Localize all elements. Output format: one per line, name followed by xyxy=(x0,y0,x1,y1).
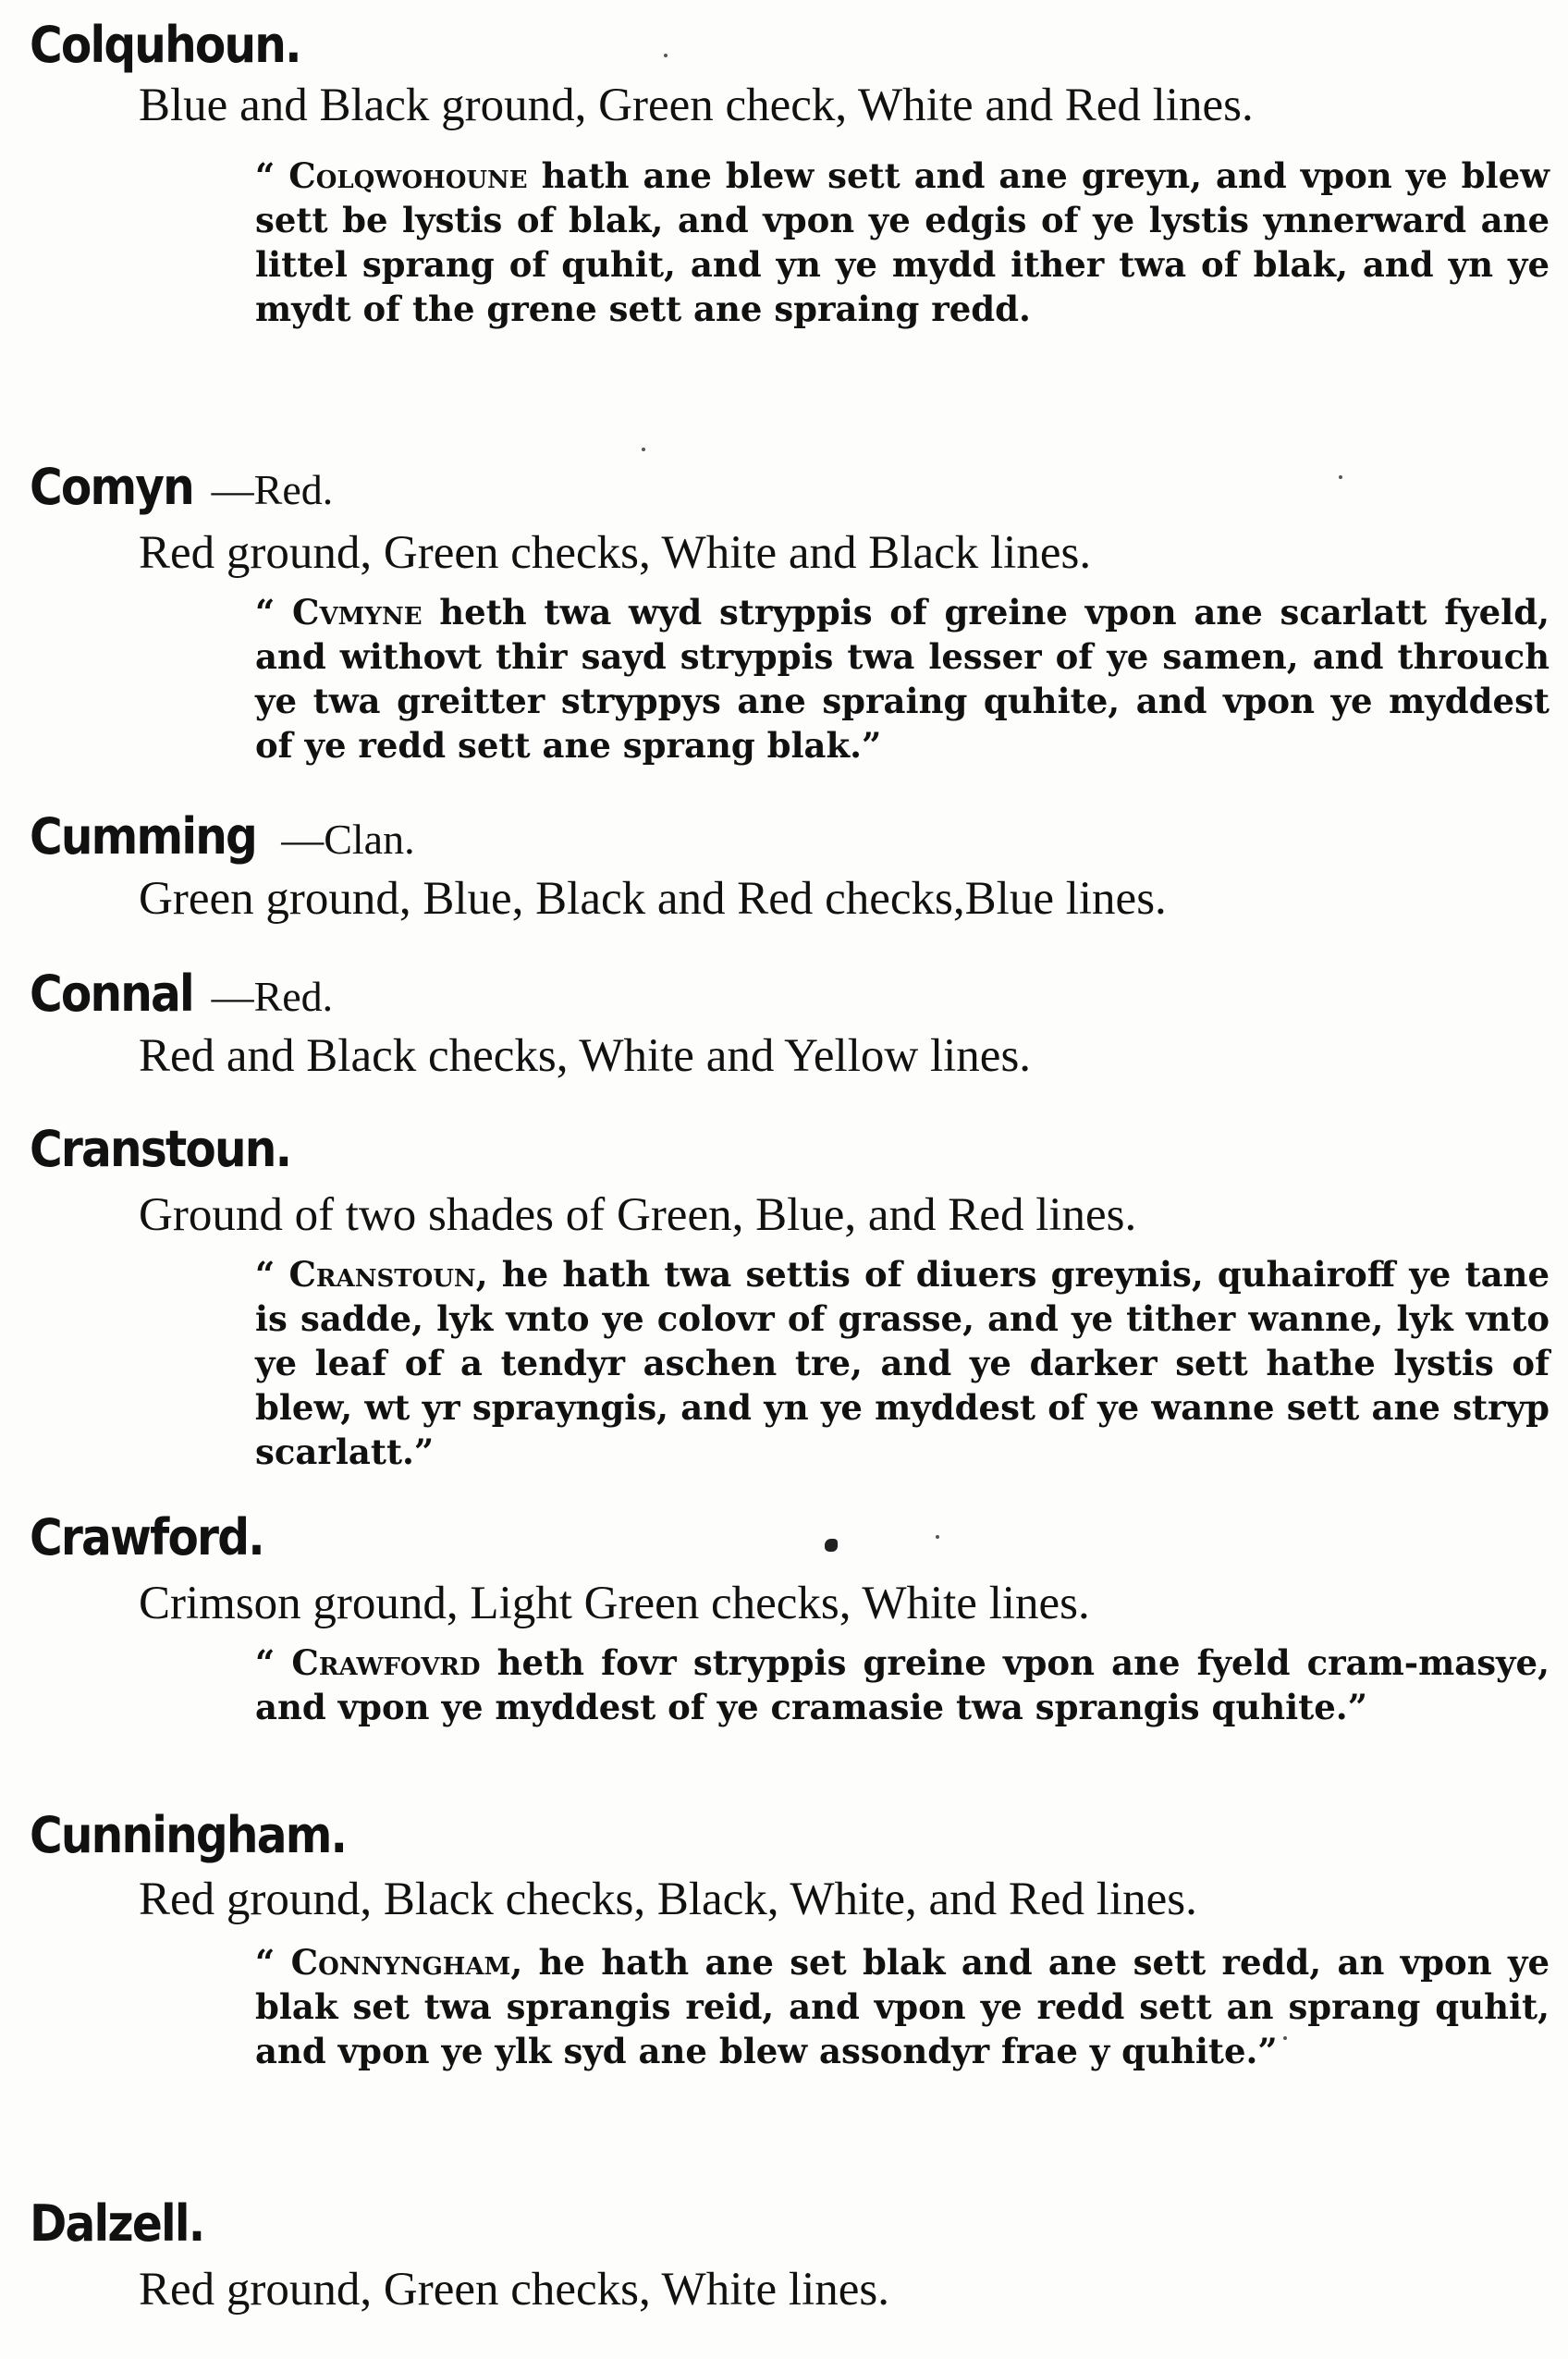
tartan-description: Blue and Black ground, Green check, White and Red lines. xyxy=(139,80,1254,131)
quote-text: , he hath ane set blak and ane sett redd, an vpon ye blak set twa sprangis reid, and vpon ye redd sett an sprang quhit, and vpon ye ylk syd ane blew assondyr frae y quhite.” xyxy=(255,1942,1550,2071)
open-quote-mark: “ xyxy=(255,1254,276,1295)
scan-speck xyxy=(936,1535,939,1539)
scan-speck xyxy=(1283,2036,1287,2040)
quote-clan-name: Colqwohoune xyxy=(288,155,528,196)
quote-clan-name: Cranstoun xyxy=(288,1254,476,1295)
historical-quote xyxy=(255,154,1550,331)
clan-name: Colquhoun. xyxy=(30,16,300,74)
tartan-description: Crimson ground, Light Green checks, White lines. xyxy=(139,1578,1090,1629)
scan-blot xyxy=(825,1539,838,1552)
entry-cumming xyxy=(30,808,1527,925)
clan-name: Cunningham. xyxy=(30,1806,347,1864)
quote-text: hath ane blew sett and ane greyn, and vpon ye blew sett be lystis of blak, and vpon ye edgis of ye lystis ynnerward ane littel sprang of quhit, and yn ye mydd ither twa of blak, and yn ye mydt of the grene sett ane spraing redd. xyxy=(255,155,1550,329)
entry-heading xyxy=(30,459,1527,518)
clan-name: Comyn xyxy=(30,458,193,516)
scan-speck xyxy=(664,54,668,57)
entry-heading xyxy=(30,17,1527,76)
historical-quote xyxy=(255,1940,1550,2073)
quote-text: , he hath twa settis of diuers greynis, quhairoff ye tane is sadde, lyk vnto ye colovr of grasse, and ye tither wanne, lyk vnto ye leaf of a tendyr aschen tre, and ye darker sett hathe lystis of blew, wt yr sprayngis, and yn ye myddest of ye wanne sett ane stryp scarlatt.” xyxy=(255,1254,1550,1472)
tartan-variant: —Red. xyxy=(211,466,334,513)
clan-name: Connal xyxy=(30,964,193,1023)
historical-quote xyxy=(255,590,1550,768)
entry-heading xyxy=(30,1807,1527,1866)
clan-name: Cranstoun. xyxy=(30,1120,291,1178)
open-quote-mark: “ xyxy=(255,1642,276,1683)
entry-crawford xyxy=(30,1508,1550,1729)
scan-speck xyxy=(1339,475,1342,479)
entry-heading xyxy=(30,1509,1527,1568)
entry-cunningham xyxy=(30,1806,1550,2073)
tartan-description: Red ground, Green checks, White lines. xyxy=(139,2264,889,2316)
clan-name: Dalzell. xyxy=(30,2194,204,2253)
quote-clan-name: Crawfovrd xyxy=(291,1642,481,1683)
clan-name: Cumming xyxy=(30,807,256,866)
tartan-description: Red ground, Black checks, Black, White, and Red lines. xyxy=(139,1874,1197,1925)
historical-quote xyxy=(255,1640,1550,1729)
tartan-variant: —Red. xyxy=(211,973,334,1020)
open-quote-mark: “ xyxy=(255,155,276,196)
open-quote-mark: “ xyxy=(255,592,276,633)
scan-speck xyxy=(642,448,645,451)
entry-heading xyxy=(30,2195,1527,2255)
entry-dalzell xyxy=(30,2195,1527,2316)
tartan-variant: —Clan. xyxy=(281,816,415,863)
tartan-description: Ground of two shades of Green, Blue, and Red lines. xyxy=(139,1189,1137,1241)
tartan-description: Green ground, Blue, Black and Red checks,Blue lines. xyxy=(139,873,1167,925)
historical-quote xyxy=(255,1252,1550,1474)
entry-comyn xyxy=(30,458,1550,768)
quote-clan-name: Cvmyne xyxy=(292,592,423,633)
clan-name: Crawford. xyxy=(30,1508,263,1567)
tartan-description: Red ground, Green checks, White and Black lines. xyxy=(139,527,1092,579)
entry-cranstoun xyxy=(30,1120,1550,1474)
entry-connal xyxy=(30,965,1527,1082)
open-quote-mark: “ xyxy=(255,1942,276,1983)
entry-heading xyxy=(30,808,1527,867)
quote-text: heth twa wyd stryppis of greine vpon ane scarlatt fyeld, and withovt thir sayd stryppis twa lesser of ye samen, and throuch ye twa greitter stryppys ane spraing quhite, and vpon ye myddest of ye redd sett ane sprang blak.” xyxy=(255,592,1550,766)
entry-heading xyxy=(30,1121,1527,1180)
quote-text: heth fovr stryppis greine vpon ane fyeld cram-masye, and vpon ye myddest of ye cramasie twa sprangis quhite.” xyxy=(255,1642,1550,1727)
quote-clan-name: Connyngham xyxy=(290,1942,511,1983)
entry-colquhoun xyxy=(30,16,1550,331)
entry-heading xyxy=(30,965,1527,1025)
tartan-description: Red and Black checks, White and Yellow lines. xyxy=(139,1030,1032,1082)
